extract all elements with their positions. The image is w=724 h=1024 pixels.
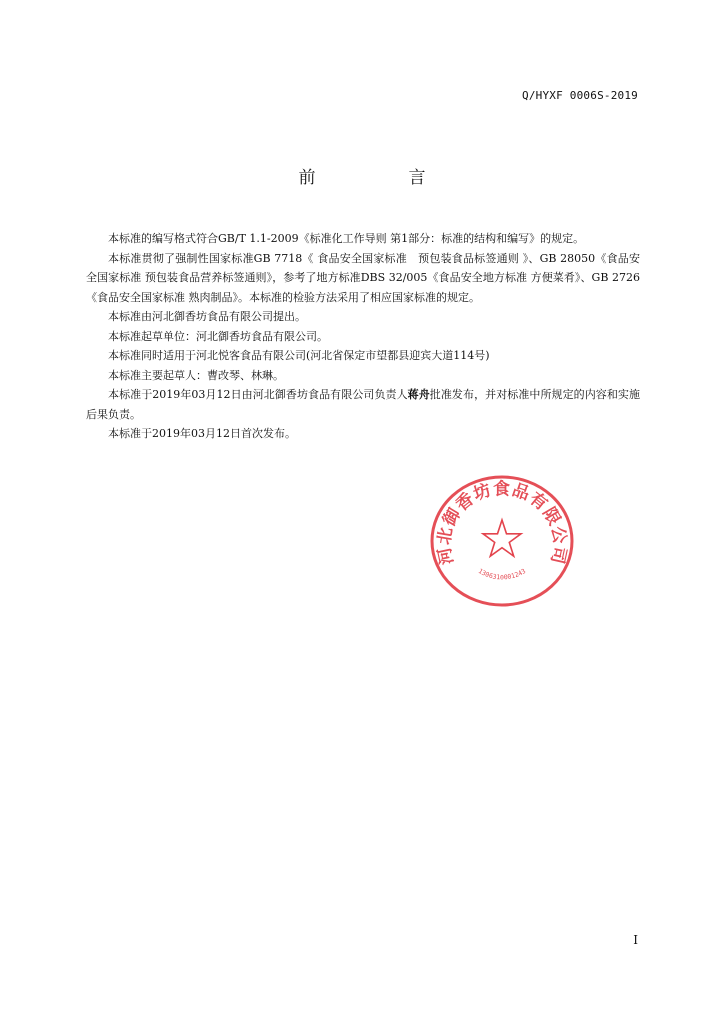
page-number: I <box>633 933 638 947</box>
paragraph-first-release: 本标准于2019年03月12日首次发布。 <box>108 427 296 440</box>
seal-registration-number: 1306310001243 <box>476 567 528 582</box>
paragraph-approval <box>86 385 640 424</box>
approver-name: 蒋舟 <box>407 388 430 401</box>
paragraph-references: 本标准贯彻了强制性国家标准GB 7718《 食品安全国家标准 预包装食品标签通则 》、GB 28050《食品安全国家标准 预包装食品营养标签通则》，参考了地方标准DBS 32/005《食品安全地方标准 方便菜肴》、GB 2726《食品安全国家标准 熟肉制品》。本标准的检验方法采用了相应国家标准的规定。 <box>86 251 640 304</box>
approval-text-before: 本标准于2019年03月12日由河北御香坊食品有限公司负责人 <box>108 388 408 401</box>
company-seal-stamp <box>430 474 574 608</box>
standard-code: Q/HYXF 0006S-2019 <box>522 89 638 102</box>
paragraph-drafting-unit: 本标准起草单位：河北御香坊食品有限公司。 <box>108 329 328 343</box>
paragraph-applicability: 本标准同时适用于河北悦客食品有限公司(河北省保定市望都县迎宾大道114号) <box>108 349 490 362</box>
foreword-body <box>86 229 640 444</box>
paragraph-drafters: 本标准主要起草人：曹改琴、林琳。 <box>108 368 284 382</box>
approval-text-after: 批准发布，并对标准中所规定的内容和实施后果负责。 <box>86 388 640 421</box>
seal-company-name: 河北御香坊食品有限公司 <box>434 479 570 567</box>
paragraph-proposer: 本标准由河北御香坊食品有限公司提出。 <box>108 310 306 323</box>
page-title: 前 言 <box>298 168 464 188</box>
paragraph-format: 本标准的编写格式符合GB/T 1.1-2009《标准化工作导则 第1部分：标准的结构和编写》的规定。 <box>108 232 585 245</box>
seal-star-icon <box>483 520 521 556</box>
